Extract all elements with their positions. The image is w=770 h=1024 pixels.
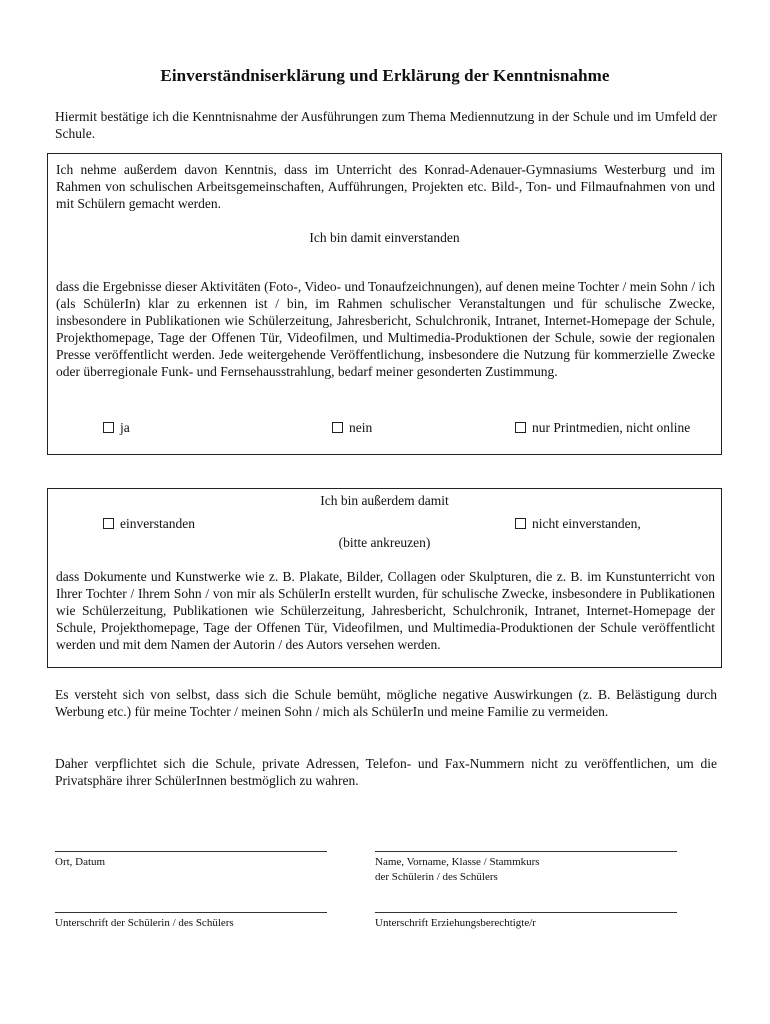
option-nicht-einverstanden[interactable]: [515, 516, 641, 532]
option-nicht-einverstanden-label: nicht einverstanden,: [532, 516, 641, 531]
name-label: [375, 855, 540, 885]
consent-line: Ich bin damit einverstanden: [309, 230, 460, 245]
privacy-paragraph: Daher verpflichtet sich die Schule, private Adressen, Telefon- und Fax-Nummern nicht zu veröffentlichen, um die Privatsphäre ihrer SchülerInnen bestmöglich zu wahren.: [55, 756, 717, 788]
checkbox-nicht-einverstanden[interactable]: [515, 518, 526, 529]
checkbox-print-only[interactable]: [515, 422, 526, 433]
artwork-consent-paragraph: dass Dokumente und Kunstwerke wie z. B. Plakate, Bilder, Collagen oder Skulpturen, die z. B. im Kunstunterricht von Ihrer Tochter / Ihrem Sohn / von mir als SchülerIn erstellt wurden, für schulische Zwecke, insbesondere in Publikationen wie Schülerzeitung, Publikationen wie Schülerzeitung, Jahresbericht, Schulchronik, Intranet, Internet-Homepage der Schule, Projekthomepage, Tage der Offenen Tür, Videofilmen, und Multimedia-Produktionen der Schule veröffentlicht werden und mit dem Namen der Autorin / des Autors versehen werden.: [56, 569, 715, 652]
artwork-heading: Ich bin außerdem damit: [320, 493, 449, 508]
place-date-line: [55, 851, 327, 852]
checkbox-einverstanden[interactable]: [103, 518, 114, 529]
option-ja-label: ja: [120, 420, 130, 435]
option-ja[interactable]: [103, 420, 130, 436]
effects-paragraph: Es versteht sich von selbst, dass sich die Schule bemüht, mögliche negative Auswirkungen (z. B. Belästigung durch Werbung etc.) für meine Tochter / meinen Sohn / mich als SchülerIn und meine Familie zu vermeiden.: [55, 687, 717, 719]
media-notice-paragraph: Ich nehme außerdem davon Kenntnis, dass im Unterricht des Konrad-Adenauer-Gymnasiums Westerburg und im Rahmen von schulischen Arbeitsgemeinschaften, Aufführungen, Projekten etc. Bild-, Ton- und Filmaufnahmen von und mit Schülern gemacht werden.: [56, 162, 715, 211]
consent-box-artwork: [47, 488, 722, 668]
media-consent-paragraph: dass die Ergebnisse dieser Aktivitäten (Foto-, Video- und Tonaufzeichnungen), auf denen meine Tochter / mein Sohn / ich (als SchülerIn) klar zu erkennen ist / bin, im Rahmen schulischer Veranstaltungen und für schulische Zwecke, insbesondere in Publikationen wie Schülerzeitung, Jahresbericht, Schulchronik, Intranet, Internet-Homepage der Schule, Projekthomepage, Tage der Offenen Tür, Videofilmen, und Multimedia-Produktionen der Schule, sowie der regionalen Presse veröffentlicht werden. Jede weitergehende Veröffentlichung, insbesondere die Nutzung für kommerzielle Zwecke oder überregionale Funk- und Fernsehausstrahlung, bedarf meiner gesonderten Zustimmung.: [56, 279, 715, 379]
student-signature-label: Unterschrift der Schülerin / des Schülers: [55, 917, 234, 929]
option-einverstanden[interactable]: [103, 516, 195, 532]
guardian-signature-label: Unterschrift Erziehungsberechtigte/r: [375, 917, 536, 929]
guardian-signature-line: [375, 912, 677, 913]
option-print-only[interactable]: [515, 420, 690, 436]
consent-box-media: [47, 153, 722, 455]
place-date-label: Ort, Datum: [55, 856, 106, 868]
name-line: [375, 851, 677, 852]
document-title: Einverständniserklärung und Erklärung der Kenntnisnahme: [160, 66, 610, 85]
name-label-line2: der Schülerin / des Schülers: [375, 871, 498, 883]
option-nein-label: nein: [349, 420, 373, 435]
option-nein[interactable]: [332, 420, 372, 436]
option-print-only-label: nur Printmedien, nicht online: [532, 420, 691, 435]
checkbox-ja[interactable]: [103, 422, 114, 433]
tick-hint: (bitte ankreuzen): [338, 535, 431, 550]
student-signature-line: [55, 912, 327, 913]
name-label-line1: Name, Vorname, Klasse / Stammkurs: [375, 856, 540, 868]
intro-paragraph: Hiermit bestätige ich die Kenntnisnahme der Ausführungen zum Thema Mediennutzung in der Schule und im Umfeld der Schule.: [55, 109, 717, 141]
checkbox-nein[interactable]: [332, 422, 343, 433]
option-einverstanden-label: einverstanden: [120, 516, 195, 531]
